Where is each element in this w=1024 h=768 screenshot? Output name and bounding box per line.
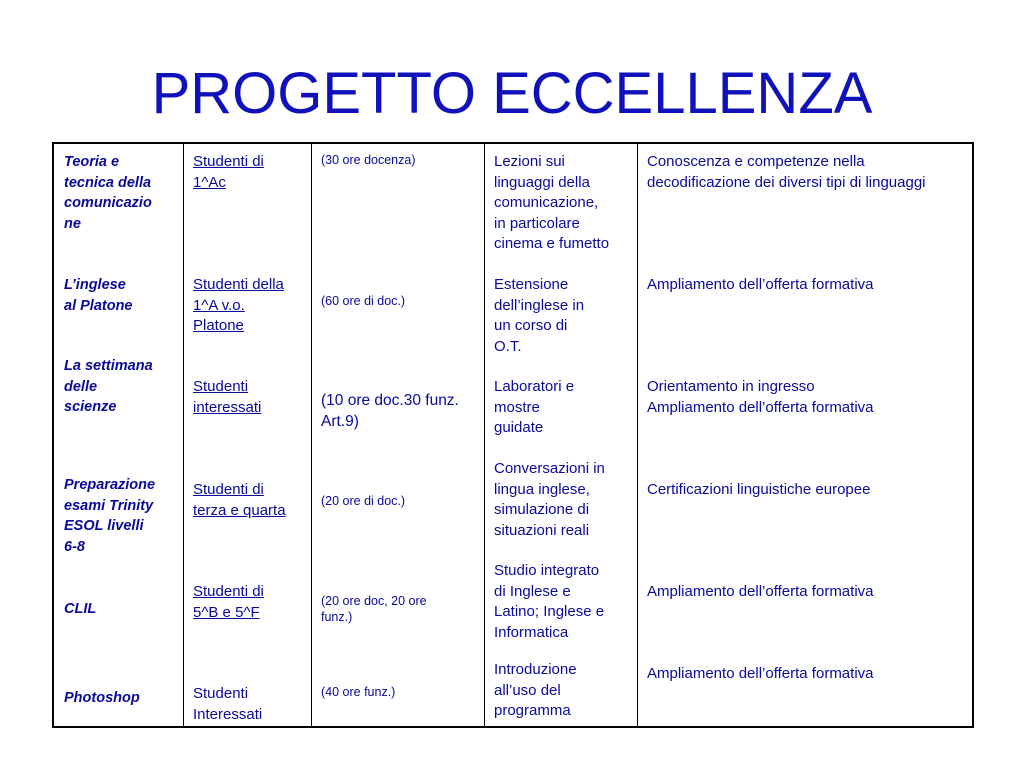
content-cell: Laboratori e mostre guidate [494,378,575,436]
activity-cell: Preparazione esami Trinity ESOL livelli 6-8 [64,477,156,555]
hours-cell: (20 ore doc, 20 ore funz.) [321,594,427,624]
hours-cell: (60 ore di doc.) [321,294,406,308]
content-cell: Introduzione all’uso del programma [494,661,577,719]
goal-cell: Ampliamento dell’offerta formativa [647,583,874,600]
activity-cell: L’inglese al Platone [64,277,133,314]
content-cell: Estensione dell’inglese in un corso di O.T. [494,276,585,355]
column-divider [183,144,184,726]
hours-cell: (40 ore funz.) [321,685,396,699]
activity-cell: Teoria e tecnica della comunicazio ne [64,154,152,232]
project-table [52,142,974,728]
students-link[interactable]: Studenti di 1^Ac [193,153,264,191]
hours-cell: (30 ore docenza) [321,153,416,167]
activity-cell: La settimana delle scienze [64,358,153,415]
goal-cell: Ampliamento dell’offerta formativa [647,665,874,682]
activity-cell: CLIL [64,601,97,617]
hours-cell: (10 ore doc.30 funz. Art.9) [321,392,459,430]
hours-cell: (20 ore di doc.) [321,494,406,508]
activity-cell: Photoshop [64,690,140,706]
content-cell: Lezioni sui linguaggi della comunicazione, in particolare cinema e fumetto [494,153,610,252]
goal-cell: Ampliamento dell’offerta formativa [647,276,874,293]
column-divider [311,144,312,726]
students-cell: Studenti Interessati [193,685,263,723]
content-cell: Studio integrato di Inglese e Latino; Inglese e Informatica [494,562,605,641]
students-link[interactable]: Studenti della 1^A v.o. Platone [193,276,284,334]
column-divider [484,144,485,726]
page-title: PROGETTO ECCELLENZA [151,61,873,126]
students-link[interactable]: Studenti di terza e quarta [193,481,286,519]
content-cell: Conversazioni in lingua inglese, simulazione di situazioni reali [494,460,605,539]
goal-cell: Orientamento in ingresso Ampliamento dell’offerta formativa [647,378,874,416]
students-link[interactable]: Studenti di 5^B e 5^F [193,583,264,621]
students-link[interactable]: Studenti interessati [193,378,262,416]
goal-cell: Certificazioni linguistiche europee [647,481,871,498]
goal-cell: Conoscenza e competenze nella decodificazione dei diversi tipi di linguaggi [647,153,926,191]
column-divider [637,144,638,726]
